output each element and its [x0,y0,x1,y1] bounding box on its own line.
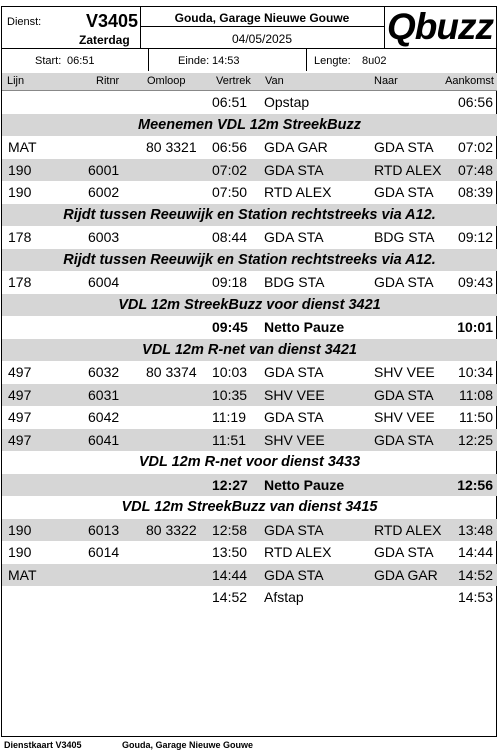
einde-label: Einde: [178,55,210,67]
cell-naar: RTD ALEX [374,521,442,538]
cell-van: RTD ALEX [264,544,332,560]
cell-lijn: MAT [8,139,37,155]
cell-aankomst: 07:02 [457,139,493,155]
banner-row [2,249,497,272]
cell-ritnr: 6002 [88,184,120,200]
banner-text: Meenemen VDL 12m StreekBuzz [138,116,361,133]
cell-ritnr: 6031 [88,386,120,403]
cell-van: GDA GAR [264,139,328,155]
dienst-code: V3405 [86,11,139,31]
cell-ritnr: 6004 [88,274,120,290]
footer [4,740,254,750]
cell-aankomst: 07:48 [457,161,493,178]
service-date: 04/05/2025 [231,32,293,46]
pause-start: 09:45 [212,319,248,335]
col-omloop: Omloop [147,75,186,87]
cell-vertrek: 06:51 [212,94,248,110]
column-headers [2,73,497,91]
trip-row [2,429,497,452]
header-divider [384,6,385,48]
col-lijn: Lijn [7,75,25,87]
cell-omloop: 80 3374 [146,364,197,380]
cell-aankomst: 11:08 [459,386,493,403]
cell-van: GDA STA [264,161,324,178]
banner-row [2,114,497,137]
cell-naar: GDA STA [374,184,434,200]
cell-lijn: 190 [8,184,32,200]
cell-lijn: 178 [8,274,32,290]
col-aankomst: Aankomst [445,75,494,87]
banner-row [2,496,497,519]
cell-ritnr: 6003 [88,229,120,245]
cell-van: RTD ALEX [264,184,332,200]
banner-text: Rijdt tussen Reeuwijk en Station rechtstreeks via A12. [63,206,436,223]
banner-row [2,339,497,362]
cell-naar: GDA STA [374,274,434,290]
cell-van: BDG STA [264,274,325,290]
trip-row [2,136,497,159]
col-van: Van [265,75,284,87]
schedule-rows [2,91,497,609]
trip-row [2,541,497,564]
cell-vertrek: 10:03 [212,364,248,380]
cell-lijn: 190 [8,521,32,538]
cell-lijn: 497 [8,386,32,403]
banner-text: VDL 12m R-net van dienst 3421 [142,341,357,358]
start-label: Start: [35,55,62,67]
einde-value: 14:53 [212,55,240,67]
cell-vertrek: 07:50 [212,184,248,200]
cell-ritnr: 6032 [88,364,120,380]
cell-vertrek: 08:44 [212,229,248,245]
footer-left: Dienstkaart V3405 [4,740,82,750]
cell-lijn: 497 [8,409,32,425]
cell-aankomst: 14:52 [457,566,493,583]
cell-naar: GDA STA [374,431,434,448]
banner-row [2,451,497,474]
location-title: Gouda, Garage Nieuwe Gouwe [174,11,350,25]
cell-aankomst: 11:50 [459,409,493,425]
trip-row [2,384,497,407]
dienst-label: Dienst: [7,16,42,28]
trip-row [2,361,497,384]
cell-naar: SHV VEE [374,409,435,425]
cell-van: GDA STA [264,409,324,425]
col-ritnr: Ritnr [96,75,120,87]
cell-aankomst: 12:25 [457,431,493,448]
cell-vertrek: 07:02 [212,161,248,178]
banner-row [2,294,497,317]
cell-vertrek: 13:50 [212,544,248,560]
cell-vertrek: 10:35 [212,386,248,403]
trip-row [2,564,497,587]
cell-aankomst: 09:43 [457,274,493,290]
header [1,6,497,71]
trip-row [2,271,497,294]
cell-ritnr: 6013 [88,521,120,538]
header-divider [140,26,384,27]
cell-ritnr: 6041 [88,431,120,448]
cell-ritnr: 6014 [88,544,120,560]
cell-vertrek: 14:44 [212,566,248,583]
cell-vertrek: 12:58 [212,521,248,538]
cell-naar: GDA GAR [374,566,438,583]
cell-naar: GDA STA [374,544,434,560]
banner-row [2,204,497,227]
cell-van: Afstap [264,589,304,605]
cell-lijn: 190 [8,161,32,178]
header-divider [306,48,307,71]
col-vertrek: Vertrek [216,75,251,87]
cell-aankomst: 13:48 [457,521,493,538]
cell-van: SHV VEE [264,386,325,403]
cell-lijn: 190 [8,544,32,560]
pause-end: 10:01 [457,319,493,335]
pause-row [2,316,497,339]
cell-aankomst: 09:12 [457,229,493,245]
cell-aankomst: 06:56 [457,94,493,110]
cell-omloop: 80 3321 [146,139,197,155]
pause-label: Netto Pauze [264,319,345,335]
cell-lijn: 497 [8,364,32,380]
header-divider [148,48,149,71]
cell-vertrek: 06:56 [212,139,248,155]
banner-text: Rijdt tussen Reeuwijk en Station rechtstreeks via A12. [63,251,436,268]
cell-lijn: 497 [8,431,32,448]
pause-start: 12:27 [212,476,248,493]
cell-naar: BDG STA [374,229,435,245]
pause-row [2,474,497,497]
day-label: Zaterdag [79,33,130,47]
cell-aankomst: 08:39 [457,184,493,200]
cell-van: GDA STA [264,521,324,538]
cell-vertrek: 11:51 [212,431,246,448]
cell-ritnr: 6042 [88,409,120,425]
cell-ritnr: 6001 [88,161,120,178]
cell-van: SHV VEE [264,431,325,448]
banner-text: VDL 12m R-net voor dienst 3433 [138,454,361,470]
cell-van: GDA STA [264,566,324,583]
trip-row [2,159,497,182]
banner-text: VDL 12m StreekBuzz voor dienst 3421 [118,296,381,313]
trip-row [2,406,497,429]
lengte-label: Lengte: [314,55,351,67]
cell-naar: GDA STA [374,386,434,403]
cell-naar: RTD ALEX [374,161,442,178]
trip-row [2,181,497,204]
col-naar: Naar [374,75,398,87]
banner-text: VDL 12m StreekBuzz van dienst 3415 [121,499,378,515]
pause-label: Netto Pauze [264,476,345,493]
cell-naar: GDA STA [374,139,434,155]
pause-end: 12:56 [457,476,493,493]
qbuzz-logo: Qbuzz [387,6,493,47]
cell-lijn: MAT [8,566,37,583]
cell-lijn: 178 [8,229,32,245]
cell-vertrek: 11:19 [212,409,246,425]
footer-right: Gouda, Garage Nieuwe Gouwe [122,740,254,750]
cell-vertrek: 09:18 [212,274,248,290]
cell-naar: SHV VEE [374,364,435,380]
trip-row [2,519,497,542]
cell-van: Opstap [264,94,310,110]
cell-omloop: 80 3322 [146,521,197,538]
trip-row [2,226,497,249]
cell-aankomst: 14:44 [457,544,493,560]
cell-van: GDA STA [264,229,324,245]
cell-vertrek: 14:52 [212,589,248,605]
lengte-value: 8u02 [362,55,387,67]
cell-aankomst: 10:34 [457,364,493,380]
trip-row [2,91,497,114]
trip-row [2,586,497,609]
cell-aankomst: 14:53 [457,589,493,605]
cell-van: GDA STA [264,364,324,380]
header-divider [1,48,497,49]
start-value: 06:51 [67,55,95,67]
